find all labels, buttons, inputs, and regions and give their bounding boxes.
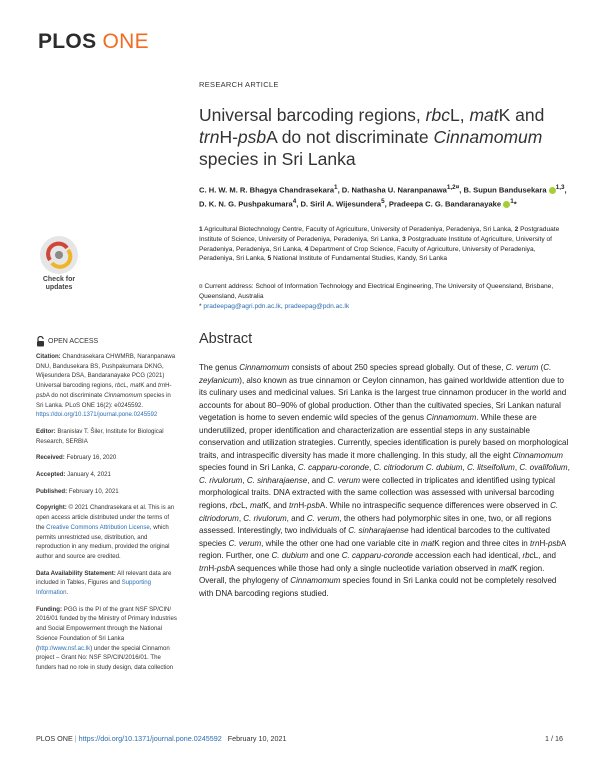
footer-doi-link[interactable]: https://doi.org/10.1371/journal.pone.0245592 [78, 734, 222, 743]
abstract-body: The genus Cinnamomum consists of about 250 species spread globally. Out of these, C. verum (C. zeylanicum), also known as true cinnamon or Ceylon cinnamon, has gained worldwide attention due to its culinary uses and medicinal values. Sri Lanka is the largest true cinnamon producer in the world and accounts for about 80–90% of global production. Other than the cultivated species, Sri Lankan natural vegetation is home to seven endemic wild species of the genus Cinnamomum. While these are underutilized, proper identification and characterization are essential steps in any sustainable conservation and utilization strategies. Currently, species identification is purely based on morphological traits, and intraspecific diversity has made it more challenging. In this study, all the eight Cinnamomum species found in Sri Lanka, C. capparu-coronde, C. citriodorum C. dubium, C. litseifolium, C. ovalifolium, C. rivulorum, C. sinharajaense, and C. verum were collected in triplicates and identified using typical morphological traits. DNA extracted with the same collection was assessed with universal barcoding regions, rbcL, matK, and trnH-psbA. While no intraspecific sequence differences were observed in C. citriodorum, C. rivulorum, and C. verum, the others had polymorphic sites in one, two, or all regions assessed. Interestingly, two individuals of C. sinharajaense had identical barcodes to the cultivated species C. verum, while the other one had one variable cite in matK region and three cites in trnH-psbA region. Further, one C. dubium and one C. capparu-coronde accession each had identical, rbcL, and trnH-psbA sequences while those had only a single nucleotide variation observed in matK region. Overall, the phylogeny of Cinnamomum species found in Sri Lanka could not be completely resolved with DNA barcoding regions studied. [199, 363, 570, 598]
copyright: Copyright: © 2021 Chandrasekara et al. This is an open access article distributed under the terms of the Creative Commons Attribution License, which permits unrestricted use, distribution, and reproduction in any medium, provided the original author and source are credited. [36, 504, 175, 560]
footer-date: February 10, 2021 [227, 734, 287, 743]
refresh-icon [40, 236, 78, 274]
editor: Editor: Branislav T. Šiler, Institute for Biological Research, SERBIA [36, 427, 164, 445]
journal-logo [38, 30, 149, 54]
email-link[interactable]: pradeepag@pdn.ac.lk [284, 302, 350, 310]
page-number: 1 / 16 [545, 734, 563, 743]
doi-link[interactable]: https://doi.org/10.1371/journal.pone.0245592 [36, 411, 158, 419]
article-type: RESEARCH ARTICLE [199, 80, 279, 89]
funding: Funding: PGG is the PI of the grant NSF SP/CIN/ 2016/01 funded by the Ministry of Primary Industries and Social Empowerment through the National Science Foundation of Sri Lanka (http://www.nsf.ac.lk) under the special Cinnamon project – Grant No: NSF SP/CIN/2016/01. The funders had no role in study design, data collection [36, 605, 177, 671]
orcid-icon[interactable] [549, 187, 556, 194]
nsf-link[interactable]: http://www.nsf.ac.lk [38, 644, 91, 652]
abstract-heading: Abstract [199, 331, 253, 347]
logo-one: ONE [102, 30, 149, 53]
current-address: ¤ Current address: School of Information Technology and Electrical Engineering, The University of Queensland, Brisbane, Queensland, Australia * pradeepag@agri.pdn.ac.lk, pradeepag@pdn.ac.lk [199, 282, 569, 311]
article-metadata-sidebar [36, 352, 178, 680]
check-for-updates-badge[interactable] [38, 236, 80, 292]
open-lock-icon [36, 336, 45, 347]
accepted-date: Accepted: January 4, 2021 [36, 471, 111, 479]
page-title: Universal barcoding regions, rbcL, matK and trnH-psbA do not discriminate Cinnamomum species in Sri Lanka [199, 105, 545, 169]
logo-plos: PLOS [38, 30, 97, 53]
citation: Citation: Chandrasekara CHWMRB, Naranpanawa DNU, Bandusekara BS, Pushpakumara DKNG, Wijesundera DSA, Bandaranayake PCG (2021) Universal barcoding regions, rbcL, matK and trnH-psbA do not discriminate Cinnamomum species in Sri Lanka. PLoS ONE 16(2): e0245592. https://doi.org/10.1371/journal.pone.0245592 [36, 353, 176, 419]
footer-journal: PLOS ONE [36, 734, 73, 743]
open-access-badge [36, 336, 98, 347]
received-date: Received: February 16, 2020 [36, 454, 117, 462]
supporting-info-link[interactable]: Supporting Information [36, 579, 152, 597]
data-availability: Data Availability Statement: All relevant data are included in Tables, Figures and Supporting Information. [36, 569, 172, 597]
license-link[interactable]: Creative Commons Attribution License [46, 523, 150, 531]
page-footer: PLOS ONE | https://doi.org/10.1371/journal.pone.0245592 February 10, 2021 [36, 734, 287, 743]
author-list: C. H. W. M. R. Bhagya Chandrasekara$^1$, D. Nathasha U. Naranpanawa$^{1,2¤}$, B. Supun Bandusekara $^{1,3}$, D. K. N. G. Pushpakumara$^4$, D. Siril A. Wijesundera$^5$, Pradeepa C. G. Bandaranayake $^1$* [199, 184, 567, 209]
correspondence: * pradeepag@agri.pdn.ac.lk, pradeepag@pdn.ac.lk [199, 302, 350, 310]
email-link[interactable]: pradeepag@agri.pdn.ac.lk [203, 302, 281, 310]
open-access-label: OPEN ACCESS [48, 338, 99, 345]
published-date: Published: February 10, 2021 [36, 487, 119, 495]
check-for-updates-label: Check for updates [42, 276, 76, 291]
affiliations: 1 Agricultural Biotechnology Centre, Faculty of Agriculture, University of Peradeniya, Peradeniya, Sri Lanka, 2 Postgraduate Institute of Science, University of Peradeniya, Peradeniya, Sri Lanka, 3 Postgraduate Institute of Agriculture, University of Peradeniya, Peradeniya, Sri Lanka, 4 Department of Crop Science, Faculty of Agriculture, University of Peradeniya, Peradeniya, Sri Lanka, 5 National Institute of Fundamental Studies, Kandy, Sri Lanka [199, 226, 560, 263]
